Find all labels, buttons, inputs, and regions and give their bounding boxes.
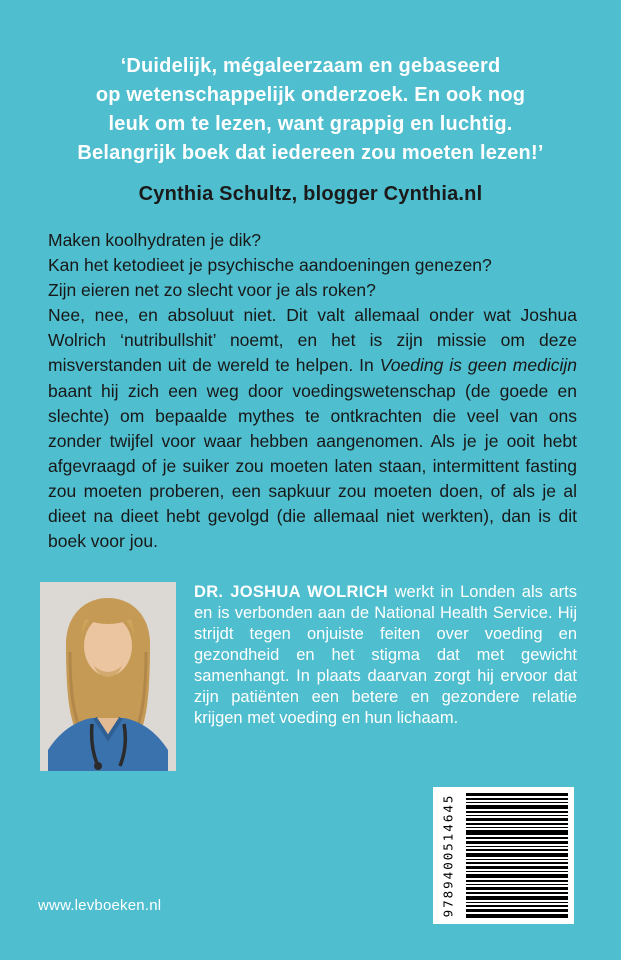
review-quote [28,52,593,207]
quote-line: Belangrijk boek dat iedereen zou moeten lezen!’ [77,142,544,164]
quote-attribution: Cynthia Schultz, blogger Cynthia.nl [138,183,483,205]
body-questions [48,228,577,303]
publisher-website: www.levboeken.nl [38,897,162,914]
question-line: Maken koolhydraten je dik? [48,230,262,250]
question-line: Kan het ketodieet je psychische aandoeningen genezen? [48,255,492,276]
barcode-bars-icon [466,793,568,918]
quote-line: ‘Duidelijk, mégaleerzaam en gebaseerd [120,55,501,77]
author-bio [194,582,577,729]
body-copy [48,228,577,554]
author-photo [40,582,176,771]
isbn-number: 9789400514645 [440,793,456,918]
quote-line: op wetenschappelijk onderzoek. En ook nog [95,84,526,106]
paragraph-text: baant hij zich een weg door voedingswetenschap (de goede en slechte) om bepaalde mythes te ontkrachten die veel van ons zonder twijfel voor waar hebben aangenomen. Als je je ooit hebt afgevraagd of je suiker zou moeten laten staan, intermittent fasting zou moeten proberen, een sapkuur zou moeten doen, of als je al dieet na dieet hebt gevolgd (die allemaal niet werkten), dan is dit boek voor jou. [48,380,577,552]
author-section [40,582,577,771]
author-bio-text: werkt in Londen als arts en is verbonden aan de National Health Service. Hij strijdt tegen onjuiste feiten over voeding en gezondheid en het stigma dat met gewicht samenhangt. In plaats daarvan zorgt hij ervoor dat zijn patiënten een betere en gezondere relatie krijgen met voeding en hun lichaam. [194,583,577,727]
book-title-italic: Voeding is geen medicijn [379,355,577,376]
author-name: DR. JOSHUA WOLRICH [194,583,389,601]
quote-line: leuk om te lezen, want grappig en luchtig. [108,113,513,135]
body-paragraph [48,303,577,554]
paragraph-text: Nee, nee, en absoluut niet. Dit valt allemaal onder wat Joshua Wolrich ‘nutribullshit’ noemt, en het is zijn missie om deze misverstanden uit de wereld te helpen. In [48,305,577,376]
author-portrait-illustration [40,582,176,771]
question-line: Zijn eieren net zo slecht voor je als roken? [48,280,376,301]
barcode [433,787,574,924]
